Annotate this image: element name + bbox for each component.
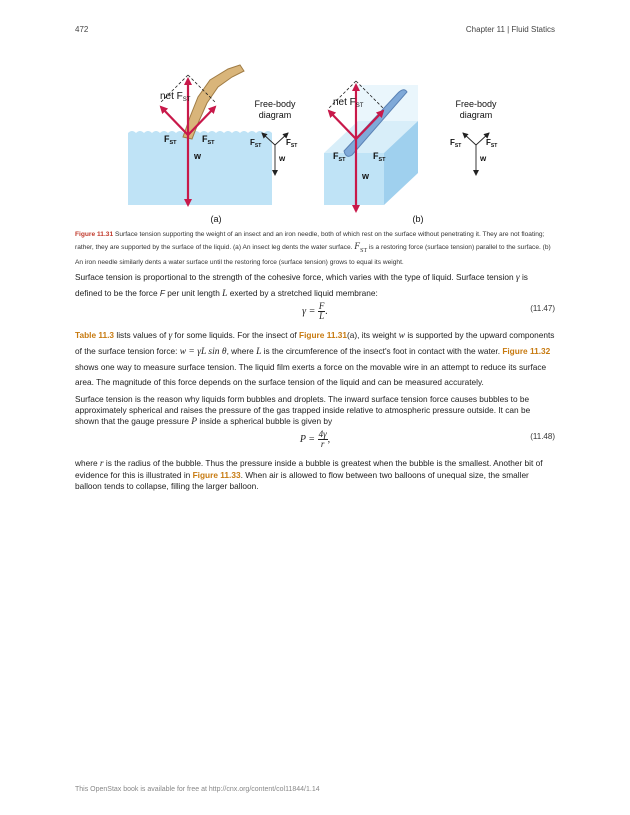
panel-a [128,65,297,224]
equation-11-47 [75,300,555,324]
caption-text-2: is a restoring force (surface tension) parallel to the surface. (b) An iron needle similarly dents a water surface until the restoring force (surface tension) grows to equal its weight. [75,244,551,266]
panel-b-label: (b) [412,214,424,224]
caption-text-1: Surface tension supporting the weight of an insect and an iron needle, both of which rest on the surface without penetrating it. They are not floating; rather, they are supported by the surface of the liquid. (a) An insect leg dents the water surface. [75,231,545,251]
fbd-title-a: Free-body diagram [254,99,296,120]
paragraph-2: Table 11.3 lists values of γ for some liquids. For the insect of Figure 11.31(a), its weight w is supported by the upward components of the surface tension force: w = γL sin θ, where L is the circumference of the insect's foot in contact with the water. Figure 11.32 shows one way to measure surface tension. The liquid film exerts a force on the movable wire in an attempt to reduce its surface area. The magnitude of this force depends on the surface tension of the liquid and can be measured accurately. [75,330,555,387]
fst-right-label-b: $F_{ST}$ [373,151,386,163]
net-label-b: net $F_{ST}$ [333,97,364,109]
eq2-expression: P = $\frac{4\gamma}{r}$ , [299,429,331,449]
fst-left-arrow-a [161,107,188,135]
link-table-11-3[interactable]: Table 11.3 [75,330,115,340]
fst-left-arrow-b [329,111,356,139]
link-figure-11-33[interactable]: Figure 11.33 [192,470,241,480]
fbd-a-fst-right: $F_{ST}$ [286,138,298,149]
eq1-number: (11.47) [530,304,555,313]
link-figure-11-32[interactable]: Figure 11.32 [502,346,551,356]
weight-label-a: w [194,151,202,161]
panel-a-label: (a) [210,214,222,224]
net-label-a: net $F_{ST}$ [160,91,191,103]
insect-leg [183,65,244,139]
chapter-header: Chapter 11 | Fluid Statics [465,25,555,34]
fbd-b-fst-left: $F_{ST}$ [450,138,462,149]
link-figure-11-31[interactable]: Figure 11.31 [299,330,348,340]
figure-label: Figure 11.31 [75,231,114,238]
fst-left-label-a: $F_{ST}$ [164,134,177,146]
eq2-number: (11.48) [530,432,555,441]
eq1-expression: γ = $\frac{F}{L}$ . [302,301,328,321]
page-footer: This OpenStax book is available for free at http://cnx.org/content/col11844/1.14 [75,786,320,793]
paragraph-3: Surface tension is the reason why liquids form bubbles and droplets. The inward surface tension force causes bubbles to be approximately spherical and raises the pressure of the gas trapped inside relative to atmospheric pressure outside. It can be shown that the gauge pressure P inside a spherical bubble is given by [75,394,531,427]
equation-11-48 [75,428,555,452]
fbd-a-w: w [279,154,286,163]
fbd-title-b: Free-body diagram [455,99,497,120]
weight-label-b: w [362,171,370,181]
fst-right-label-a: $F_{ST}$ [202,134,215,146]
paragraph-1: Surface tension is proportional to the strength of the cohesive force, which varies with the type of liquid. Surface tension γ is defined to be the force F per unit length L exerted by a stretched liquid membrane: [75,272,528,299]
page-number: 472 [75,25,89,34]
fbd-b-w: w [480,154,487,163]
fbd-a-fst-left: $F_{ST}$ [250,138,262,149]
fst-left-label-b: $F_{ST}$ [333,151,346,163]
figure-caption [75,229,555,269]
fbd-b-fst-right: $F_{ST}$ [486,138,498,149]
panel-b [324,81,497,224]
figure-11-31 [128,55,508,227]
caption-math-f: $F_{ST}$ [354,242,368,254]
fbd-b-left [463,133,476,145]
paragraph-4: where r is the radius of the bubble. Thus the pressure inside a bubble is greatest when the bubble is the smallest. Another bit of evidence for this is illustrated in Figure 11.33. When air is allowed to flow between two balloons of unequal size, the smaller balloon tends to collapse, filling the larger balloon. [75,458,543,491]
water-block-top-back [358,85,418,121]
